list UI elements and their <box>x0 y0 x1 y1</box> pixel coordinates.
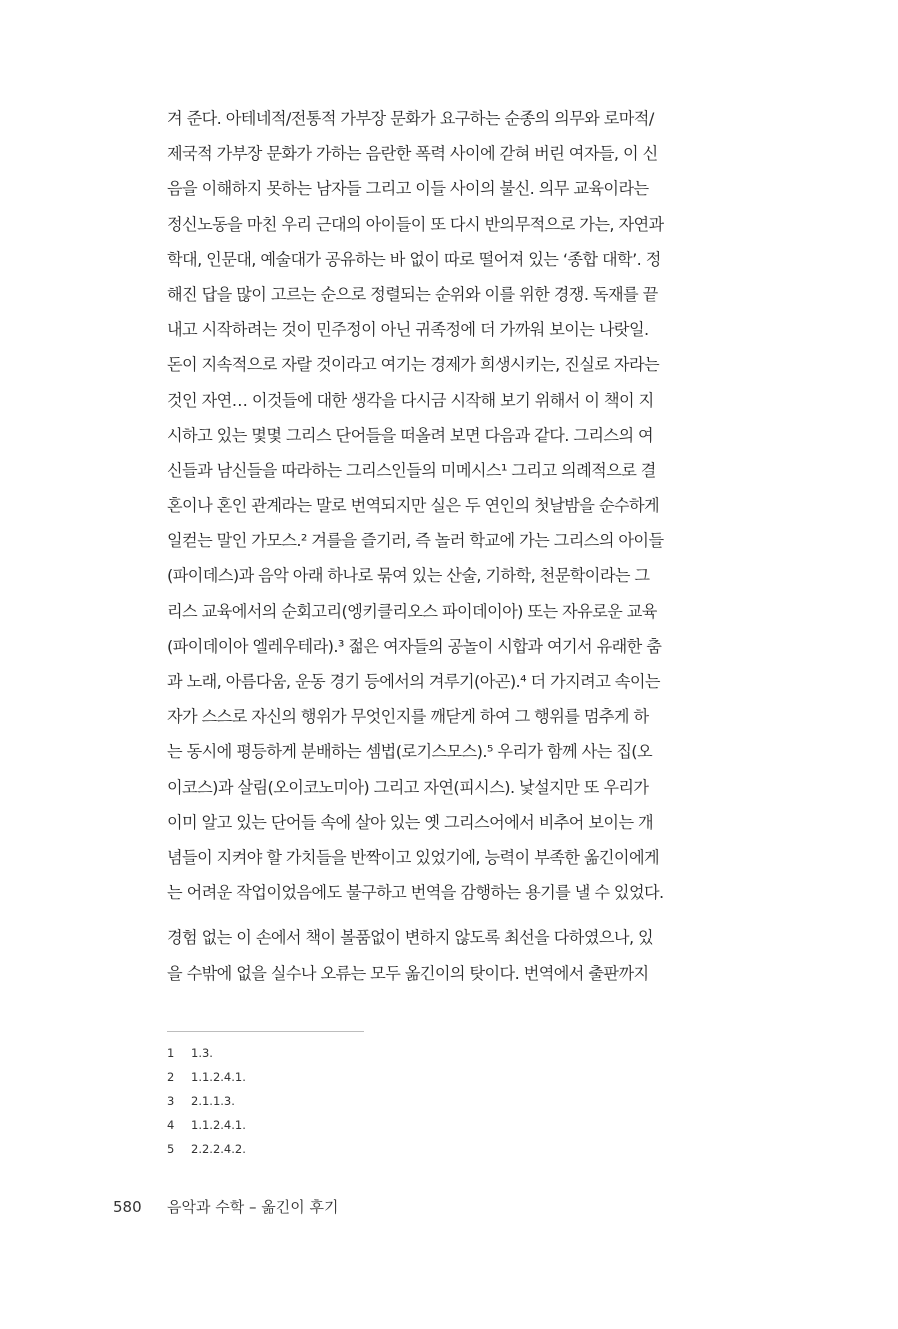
footnote-ref: 2.1.1.3. <box>191 1094 235 1108</box>
footnote <box>167 1065 467 1089</box>
footnotes <box>167 1041 467 1161</box>
text-line: 는 어려운 작업이었음에도 불구하고 번역을 감행하는 용기를 낼 수 있었다. <box>167 883 664 903</box>
text-line: 정신노동을 마친 우리 근대의 아이들이 또 다시 반의무적으로 가는, 자연과 <box>167 214 664 234</box>
footnote <box>167 1089 467 1113</box>
footnote-number: 4 <box>167 1118 175 1132</box>
text-line: 돈이 지속적으로 자랄 것이라고 여기는 경제가 희생시키는, 진실로 자라는 <box>167 355 660 375</box>
body-text <box>167 101 759 991</box>
text-line: 신들과 남신들을 따라하는 그리스인들의 미메시스¹ 그리고 의례적으로 결 <box>167 460 656 480</box>
text-line: 이미 알고 있는 단어들 속에 살아 있는 옛 그리스어에서 비추어 보이는 개 <box>167 812 654 832</box>
footnote-number: 1 <box>167 1046 175 1060</box>
footnote <box>167 1113 467 1137</box>
page-footer <box>113 1195 513 1219</box>
text-line: (파이데이아 엘레우테라).³ 젊은 여자들의 공놀이 시합과 여기서 유래한 춤 <box>167 636 662 656</box>
footnote-number: 3 <box>167 1094 175 1108</box>
text-line: 음을 이해하지 못하는 남자들 그리고 이들 사이의 불신. 의무 교육이라는 <box>167 179 649 199</box>
footnote-number: 2 <box>167 1070 175 1084</box>
text-line: 제국적 가부장 문화가 가하는 음란한 폭력 사이에 갇혀 버린 여자들, 이 신 <box>167 144 658 164</box>
text-line: 내고 시작하려는 것이 민주정이 아닌 귀족정에 더 가까워 보이는 나랏일. <box>167 320 649 340</box>
text-line: 과 노래, 아름다움, 운동 경기 등에서의 겨루기(아곤).⁴ 더 가지려고 속이는 <box>167 672 660 691</box>
footnote-number: 5 <box>167 1142 175 1156</box>
text-line: 해진 답을 많이 고르는 순으로 정렬되는 순위와 이를 위한 경쟁. 독재를 끝 <box>167 284 658 304</box>
text-line: 경험 없는 이 손에서 책이 볼품없이 변하지 않도록 최선을 다하였으나, 있 <box>167 928 654 948</box>
footnote-ref: 2.2.2.4.2. <box>191 1142 246 1156</box>
text-line: 념들이 지켜야 할 가치들을 반짝이고 있었기에, 능력이 부족한 옮긴이에게 <box>167 847 660 867</box>
footnote <box>167 1137 467 1161</box>
paragraph-2 <box>167 920 759 990</box>
text-line: 는 동시에 평등하게 분배하는 셈법(로기스모스).⁵ 우리가 함께 사는 집(오 <box>167 742 652 762</box>
text-line: 을 수밖에 없을 실수나 오류는 모두 옮긴이의 탓이다. 번역에서 출판까지 <box>167 963 649 983</box>
footnote-ref: 1.3. <box>191 1046 213 1060</box>
text-line: 자가 스스로 자신의 행위가 무엇인지를 깨닫게 하여 그 행위를 멈추게 하 <box>167 707 649 727</box>
text-line: 겨 준다. 아테네적/전통적 가부장 문화가 요구하는 순종의 의무와 로마적/ <box>167 109 654 128</box>
page-number: 580 <box>113 1198 142 1216</box>
text-line: (파이데스)과 음악 아래 하나로 묶여 있는 산술, 기하학, 천문학이라는 그 <box>167 566 650 586</box>
text-line: 리스 교육에서의 순회고리(엥키클리오스 파이데이아) 또는 자유로운 교육 <box>167 601 657 621</box>
running-head: 음악과 수학 – 옮긴이 후기 <box>167 1198 339 1216</box>
footnote-ref: 1.1.2.4.1. <box>191 1070 246 1084</box>
footnote <box>167 1041 467 1065</box>
text-line: 혼이나 혼인 관계라는 말로 번역되지만 실은 두 연인의 첫날밤을 순수하게 <box>167 496 660 516</box>
footnote-ref: 1.1.2.4.1. <box>191 1118 246 1132</box>
text-line: 학대, 인문대, 예술대가 공유하는 바 없이 따로 떨어져 있는 ‘종합 대학’. 정 <box>167 249 661 269</box>
paragraph-1 <box>167 101 759 910</box>
footnote-divider <box>167 1031 364 1032</box>
text-line: 이코스)과 살림(오이코노미아) 그리고 자연(피시스). 낯설지만 또 우리가 <box>167 777 649 797</box>
text-line: 시하고 있는 몇몇 그리스 단어들을 떠올려 보면 다음과 같다. 그리스의 여 <box>167 425 654 445</box>
text-line: 것인 자연… 이것들에 대한 생각을 다시금 시작해 보기 위해서 이 책이 지 <box>167 390 654 410</box>
text-line: 일컫는 말인 가모스.² 겨를을 즐기러, 즉 놀러 학교에 가는 그리스의 아이들 <box>167 531 664 551</box>
paragraph-gap <box>167 910 759 920</box>
